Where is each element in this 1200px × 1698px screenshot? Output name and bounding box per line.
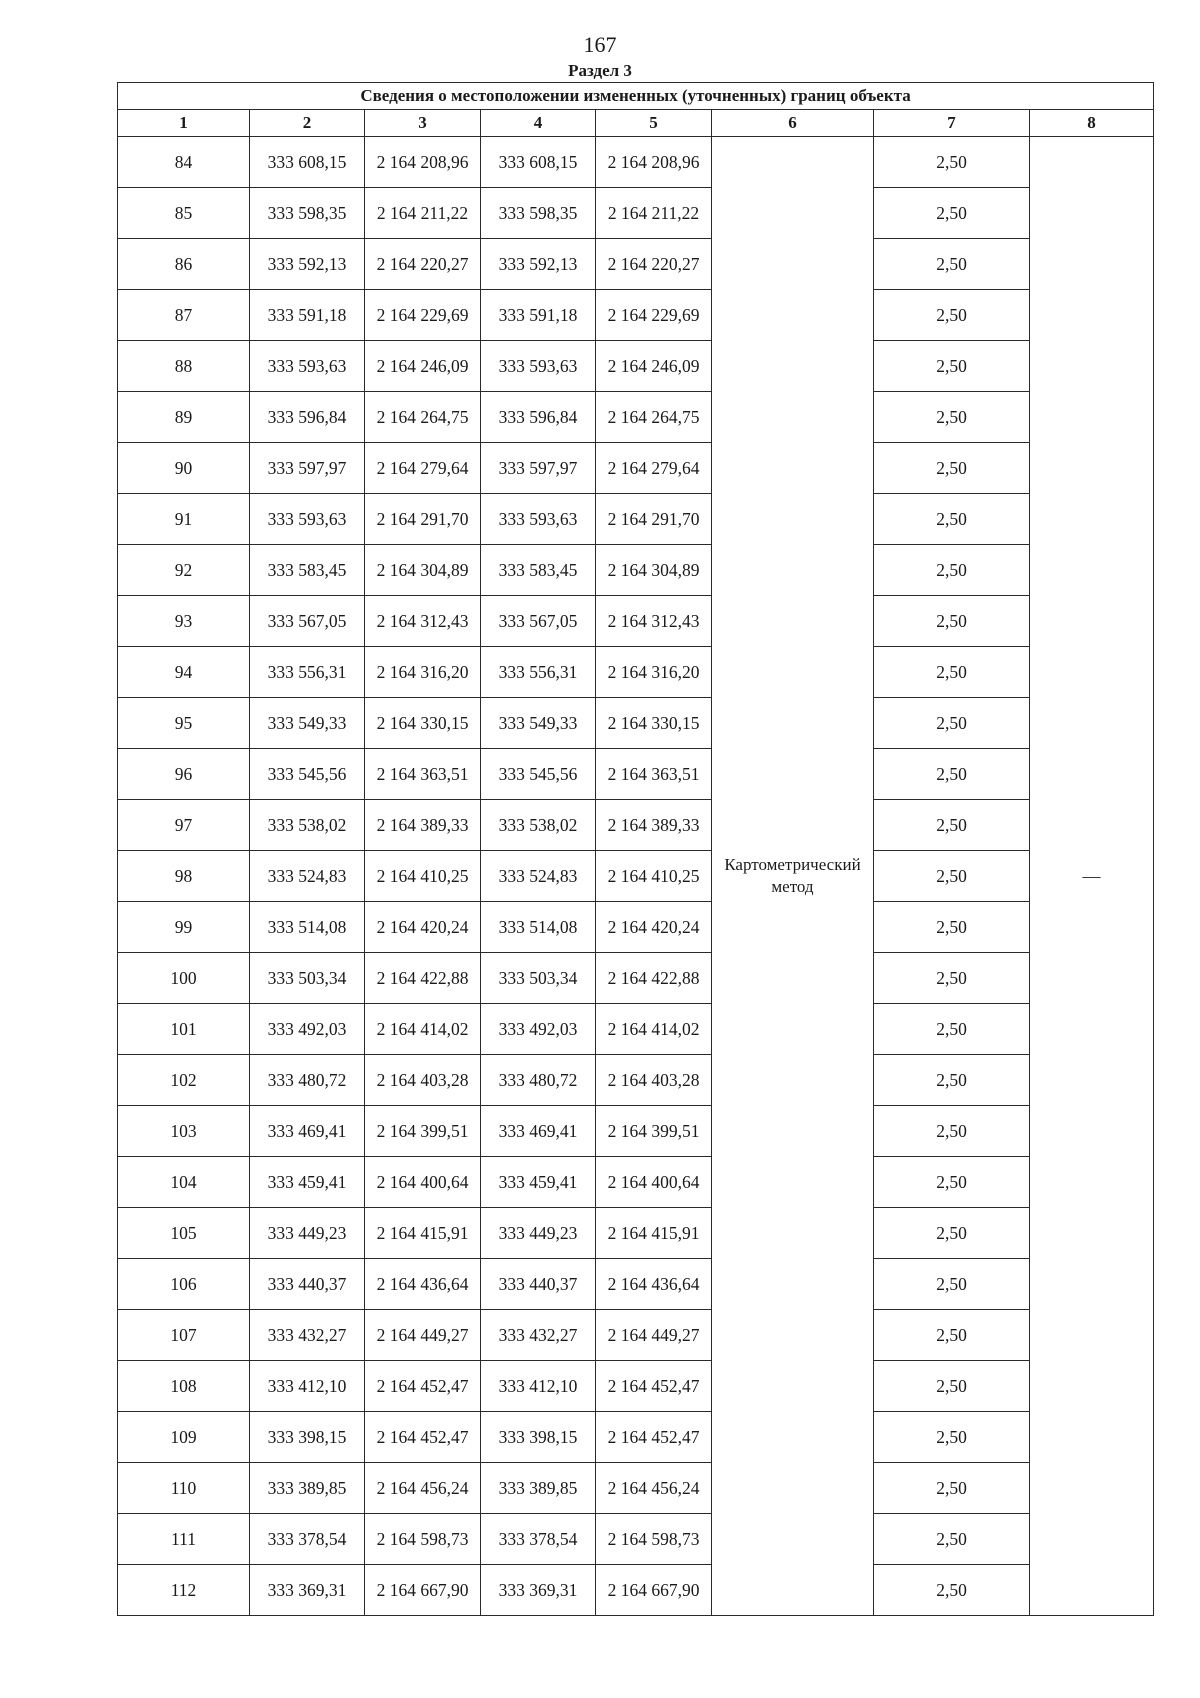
point-number-cell: 86 xyxy=(118,239,250,290)
x-existing-cell: 333 597,97 xyxy=(250,443,365,494)
accuracy-cell: 2,50 xyxy=(874,392,1030,443)
x-refined-cell: 333 538,02 xyxy=(481,800,596,851)
accuracy-cell: 2,50 xyxy=(874,1361,1030,1412)
accuracy-cell: 2,50 xyxy=(874,1208,1030,1259)
section-title: Раздел 3 xyxy=(568,61,632,80)
accuracy-cell: 2,50 xyxy=(874,1565,1030,1616)
point-number-cell: 94 xyxy=(118,647,250,698)
point-number-cell: 96 xyxy=(118,749,250,800)
point-number-cell: 84 xyxy=(118,137,250,188)
y-refined-cell: 2 164 316,20 xyxy=(596,647,712,698)
x-refined-cell: 333 459,41 xyxy=(481,1157,596,1208)
y-existing-cell: 2 164 410,25 xyxy=(365,851,481,902)
accuracy-cell: 2,50 xyxy=(874,341,1030,392)
accuracy-cell: 2,50 xyxy=(874,1412,1030,1463)
x-existing-cell: 333 412,10 xyxy=(250,1361,365,1412)
x-refined-cell: 333 583,45 xyxy=(481,545,596,596)
x-refined-cell: 333 449,23 xyxy=(481,1208,596,1259)
table-row xyxy=(118,137,1154,188)
accuracy-cell: 2,50 xyxy=(874,1463,1030,1514)
column-number: 5 xyxy=(596,110,712,137)
y-refined-cell: 2 164 667,90 xyxy=(596,1565,712,1616)
x-refined-cell: 333 608,15 xyxy=(481,137,596,188)
x-existing-cell: 333 538,02 xyxy=(250,800,365,851)
point-number-cell: 85 xyxy=(118,188,250,239)
accuracy-cell: 2,50 xyxy=(874,1310,1030,1361)
x-existing-cell: 333 524,83 xyxy=(250,851,365,902)
point-number-cell: 92 xyxy=(118,545,250,596)
table-row xyxy=(118,341,1154,392)
x-existing-cell: 333 583,45 xyxy=(250,545,365,596)
x-existing-cell: 333 378,54 xyxy=(250,1514,365,1565)
point-number-cell: 95 xyxy=(118,698,250,749)
column-number: 3 xyxy=(365,110,481,137)
x-existing-cell: 333 398,15 xyxy=(250,1412,365,1463)
y-refined-cell: 2 164 208,96 xyxy=(596,137,712,188)
column-number: 4 xyxy=(481,110,596,137)
table-row xyxy=(118,1157,1154,1208)
point-number-cell: 110 xyxy=(118,1463,250,1514)
y-existing-cell: 2 164 389,33 xyxy=(365,800,481,851)
point-number-cell: 103 xyxy=(118,1106,250,1157)
x-existing-cell: 333 480,72 xyxy=(250,1055,365,1106)
x-refined-cell: 333 593,63 xyxy=(481,494,596,545)
x-existing-cell: 333 545,56 xyxy=(250,749,365,800)
accuracy-cell: 2,50 xyxy=(874,1259,1030,1310)
point-number-cell: 109 xyxy=(118,1412,250,1463)
x-refined-cell: 333 480,72 xyxy=(481,1055,596,1106)
y-refined-cell: 2 164 211,22 xyxy=(596,188,712,239)
y-existing-cell: 2 164 264,75 xyxy=(365,392,481,443)
x-refined-cell: 333 591,18 xyxy=(481,290,596,341)
point-number-cell: 108 xyxy=(118,1361,250,1412)
x-existing-cell: 333 592,13 xyxy=(250,239,365,290)
table-row xyxy=(118,1463,1154,1514)
accuracy-cell: 2,50 xyxy=(874,545,1030,596)
x-refined-cell: 333 369,31 xyxy=(481,1565,596,1616)
y-existing-cell: 2 164 400,64 xyxy=(365,1157,481,1208)
x-existing-cell: 333 593,63 xyxy=(250,494,365,545)
table-caption-row xyxy=(118,83,1154,110)
y-existing-cell: 2 164 399,51 xyxy=(365,1106,481,1157)
y-refined-cell: 2 164 414,02 xyxy=(596,1004,712,1055)
y-refined-cell: 2 164 330,15 xyxy=(596,698,712,749)
table-row xyxy=(118,545,1154,596)
point-number-cell: 91 xyxy=(118,494,250,545)
x-refined-cell: 333 412,10 xyxy=(481,1361,596,1412)
table-row xyxy=(118,290,1154,341)
y-existing-cell: 2 164 316,20 xyxy=(365,647,481,698)
x-existing-cell: 333 567,05 xyxy=(250,596,365,647)
table-row xyxy=(118,1361,1154,1412)
y-refined-cell: 2 164 399,51 xyxy=(596,1106,712,1157)
point-number-cell: 99 xyxy=(118,902,250,953)
table-row xyxy=(118,800,1154,851)
y-refined-cell: 2 164 598,73 xyxy=(596,1514,712,1565)
point-number-cell: 88 xyxy=(118,341,250,392)
accuracy-cell: 2,50 xyxy=(874,290,1030,341)
x-existing-cell: 333 596,84 xyxy=(250,392,365,443)
x-existing-cell: 333 503,34 xyxy=(250,953,365,1004)
x-existing-cell: 333 469,41 xyxy=(250,1106,365,1157)
y-existing-cell: 2 164 452,47 xyxy=(365,1361,481,1412)
x-existing-cell: 333 369,31 xyxy=(250,1565,365,1616)
point-number-cell: 90 xyxy=(118,443,250,494)
x-refined-cell: 333 432,27 xyxy=(481,1310,596,1361)
y-refined-cell: 2 164 312,43 xyxy=(596,596,712,647)
accuracy-cell: 2,50 xyxy=(874,137,1030,188)
point-number-cell: 100 xyxy=(118,953,250,1004)
x-existing-cell: 333 432,27 xyxy=(250,1310,365,1361)
y-existing-cell: 2 164 452,47 xyxy=(365,1412,481,1463)
table-row xyxy=(118,1565,1154,1616)
y-refined-cell: 2 164 410,25 xyxy=(596,851,712,902)
accuracy-cell: 2,50 xyxy=(874,749,1030,800)
accuracy-cell: 2,50 xyxy=(874,1106,1030,1157)
table-row xyxy=(118,1310,1154,1361)
y-existing-cell: 2 164 211,22 xyxy=(365,188,481,239)
x-existing-cell: 333 440,37 xyxy=(250,1259,365,1310)
x-refined-cell: 333 492,03 xyxy=(481,1004,596,1055)
column-number: 7 xyxy=(874,110,1030,137)
x-existing-cell: 333 593,63 xyxy=(250,341,365,392)
boundary-coordinates-table xyxy=(117,82,1154,1616)
point-number-cell: 104 xyxy=(118,1157,250,1208)
table-row xyxy=(118,1004,1154,1055)
y-refined-cell: 2 164 246,09 xyxy=(596,341,712,392)
y-existing-cell: 2 164 403,28 xyxy=(365,1055,481,1106)
y-refined-cell: 2 164 449,27 xyxy=(596,1310,712,1361)
y-refined-cell: 2 164 291,70 xyxy=(596,494,712,545)
point-number-cell: 98 xyxy=(118,851,250,902)
column-number: 1 xyxy=(118,110,250,137)
x-refined-cell: 333 440,37 xyxy=(481,1259,596,1310)
y-refined-cell: 2 164 422,88 xyxy=(596,953,712,1004)
y-refined-cell: 2 164 456,24 xyxy=(596,1463,712,1514)
x-existing-cell: 333 514,08 xyxy=(250,902,365,953)
point-number-cell: 87 xyxy=(118,290,250,341)
x-existing-cell: 333 389,85 xyxy=(250,1463,365,1514)
accuracy-cell: 2,50 xyxy=(874,647,1030,698)
y-refined-cell: 2 164 363,51 xyxy=(596,749,712,800)
y-existing-cell: 2 164 363,51 xyxy=(365,749,481,800)
page-number: 167 xyxy=(583,32,617,57)
y-existing-cell: 2 164 420,24 xyxy=(365,902,481,953)
y-refined-cell: 2 164 436,64 xyxy=(596,1259,712,1310)
y-existing-cell: 2 164 246,09 xyxy=(365,341,481,392)
table-row xyxy=(118,851,1154,902)
x-refined-cell: 333 398,15 xyxy=(481,1412,596,1463)
y-existing-cell: 2 164 449,27 xyxy=(365,1310,481,1361)
y-refined-cell: 2 164 229,69 xyxy=(596,290,712,341)
x-existing-cell: 333 591,18 xyxy=(250,290,365,341)
y-existing-cell: 2 164 667,90 xyxy=(365,1565,481,1616)
table-row xyxy=(118,1106,1154,1157)
point-number-cell: 105 xyxy=(118,1208,250,1259)
point-number-cell: 101 xyxy=(118,1004,250,1055)
table-row xyxy=(118,1055,1154,1106)
y-refined-cell: 2 164 304,89 xyxy=(596,545,712,596)
accuracy-cell: 2,50 xyxy=(874,239,1030,290)
table-row xyxy=(118,392,1154,443)
y-existing-cell: 2 164 598,73 xyxy=(365,1514,481,1565)
point-number-cell: 89 xyxy=(118,392,250,443)
y-refined-cell: 2 164 400,64 xyxy=(596,1157,712,1208)
accuracy-cell: 2,50 xyxy=(874,800,1030,851)
x-refined-cell: 333 378,54 xyxy=(481,1514,596,1565)
table-row xyxy=(118,902,1154,953)
y-existing-cell: 2 164 330,15 xyxy=(365,698,481,749)
y-refined-cell: 2 164 403,28 xyxy=(596,1055,712,1106)
accuracy-cell: 2,50 xyxy=(874,443,1030,494)
x-existing-cell: 333 492,03 xyxy=(250,1004,365,1055)
x-refined-cell: 333 549,33 xyxy=(481,698,596,749)
y-existing-cell: 2 164 312,43 xyxy=(365,596,481,647)
point-number-cell: 111 xyxy=(118,1514,250,1565)
table-row xyxy=(118,953,1154,1004)
accuracy-cell: 2,50 xyxy=(874,596,1030,647)
table-row xyxy=(118,1412,1154,1463)
accuracy-cell: 2,50 xyxy=(874,1055,1030,1106)
table-row xyxy=(118,698,1154,749)
table-caption: Сведения о местоположении измененных (уточненных) границ объекта xyxy=(118,83,1154,110)
method-cell: Картометрический метод xyxy=(712,137,874,1616)
note-cell: — xyxy=(1030,137,1154,1616)
accuracy-cell: 2,50 xyxy=(874,1157,1030,1208)
x-refined-cell: 333 592,13 xyxy=(481,239,596,290)
accuracy-cell: 2,50 xyxy=(874,188,1030,239)
accuracy-cell: 2,50 xyxy=(874,494,1030,545)
table-body xyxy=(118,83,1154,1616)
y-refined-cell: 2 164 415,91 xyxy=(596,1208,712,1259)
y-refined-cell: 2 164 452,47 xyxy=(596,1361,712,1412)
table-row xyxy=(118,1259,1154,1310)
column-number-row xyxy=(118,110,1154,137)
point-number-cell: 112 xyxy=(118,1565,250,1616)
y-refined-cell: 2 164 452,47 xyxy=(596,1412,712,1463)
x-refined-cell: 333 567,05 xyxy=(481,596,596,647)
y-existing-cell: 2 164 422,88 xyxy=(365,953,481,1004)
x-existing-cell: 333 598,35 xyxy=(250,188,365,239)
x-refined-cell: 333 514,08 xyxy=(481,902,596,953)
x-refined-cell: 333 598,35 xyxy=(481,188,596,239)
x-existing-cell: 333 449,23 xyxy=(250,1208,365,1259)
y-refined-cell: 2 164 264,75 xyxy=(596,392,712,443)
x-refined-cell: 333 556,31 xyxy=(481,647,596,698)
y-existing-cell: 2 164 208,96 xyxy=(365,137,481,188)
y-existing-cell: 2 164 220,27 xyxy=(365,239,481,290)
table-row xyxy=(118,443,1154,494)
accuracy-cell: 2,50 xyxy=(874,1004,1030,1055)
y-existing-cell: 2 164 291,70 xyxy=(365,494,481,545)
y-refined-cell: 2 164 220,27 xyxy=(596,239,712,290)
point-number-cell: 106 xyxy=(118,1259,250,1310)
y-existing-cell: 2 164 279,64 xyxy=(365,443,481,494)
table-row xyxy=(118,1208,1154,1259)
point-number-cell: 97 xyxy=(118,800,250,851)
x-existing-cell: 333 556,31 xyxy=(250,647,365,698)
y-existing-cell: 2 164 414,02 xyxy=(365,1004,481,1055)
accuracy-cell: 2,50 xyxy=(874,953,1030,1004)
point-number-cell: 102 xyxy=(118,1055,250,1106)
table-row xyxy=(118,188,1154,239)
y-refined-cell: 2 164 420,24 xyxy=(596,902,712,953)
y-existing-cell: 2 164 436,64 xyxy=(365,1259,481,1310)
point-number-cell: 107 xyxy=(118,1310,250,1361)
y-existing-cell: 2 164 304,89 xyxy=(365,545,481,596)
x-refined-cell: 333 524,83 xyxy=(481,851,596,902)
point-number-cell: 93 xyxy=(118,596,250,647)
y-existing-cell: 2 164 415,91 xyxy=(365,1208,481,1259)
x-refined-cell: 333 503,34 xyxy=(481,953,596,1004)
x-refined-cell: 333 389,85 xyxy=(481,1463,596,1514)
y-refined-cell: 2 164 279,64 xyxy=(596,443,712,494)
x-refined-cell: 333 545,56 xyxy=(481,749,596,800)
table-row xyxy=(118,239,1154,290)
table-row xyxy=(118,1514,1154,1565)
accuracy-cell: 2,50 xyxy=(874,851,1030,902)
x-existing-cell: 333 459,41 xyxy=(250,1157,365,1208)
x-existing-cell: 333 608,15 xyxy=(250,137,365,188)
column-number: 6 xyxy=(712,110,874,137)
x-existing-cell: 333 549,33 xyxy=(250,698,365,749)
table-row xyxy=(118,596,1154,647)
table-row xyxy=(118,749,1154,800)
y-existing-cell: 2 164 456,24 xyxy=(365,1463,481,1514)
x-refined-cell: 333 469,41 xyxy=(481,1106,596,1157)
table-row xyxy=(118,647,1154,698)
accuracy-cell: 2,50 xyxy=(874,698,1030,749)
x-refined-cell: 333 596,84 xyxy=(481,392,596,443)
accuracy-cell: 2,50 xyxy=(874,1514,1030,1565)
column-number: 8 xyxy=(1030,110,1154,137)
y-refined-cell: 2 164 389,33 xyxy=(596,800,712,851)
x-refined-cell: 333 597,97 xyxy=(481,443,596,494)
table-row xyxy=(118,494,1154,545)
x-refined-cell: 333 593,63 xyxy=(481,341,596,392)
accuracy-cell: 2,50 xyxy=(874,902,1030,953)
column-number: 2 xyxy=(250,110,365,137)
y-existing-cell: 2 164 229,69 xyxy=(365,290,481,341)
